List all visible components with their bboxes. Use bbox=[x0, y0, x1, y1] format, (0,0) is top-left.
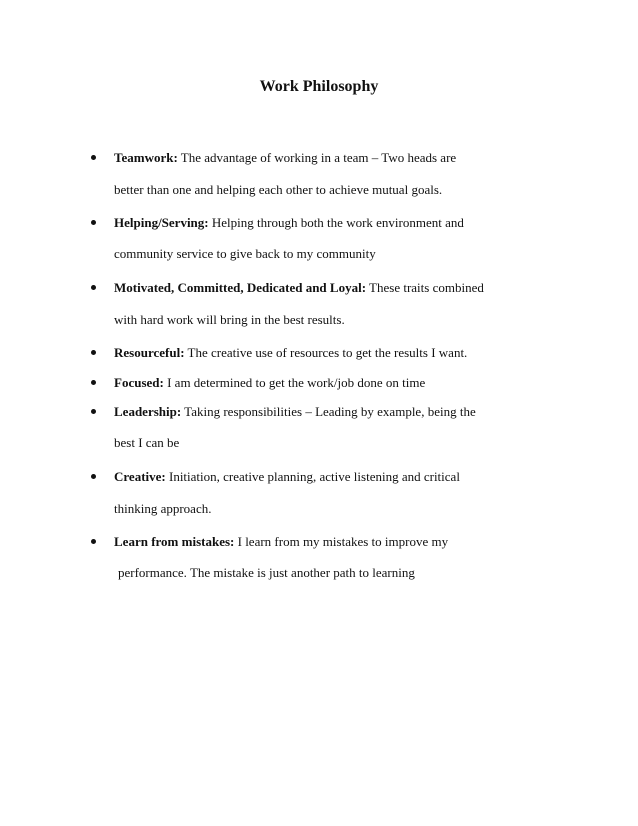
list-item-lead: Focused: bbox=[114, 375, 164, 390]
list-item-text: I am determined to get the work/job done on time bbox=[163, 375, 426, 390]
bullet-icon bbox=[91, 350, 96, 355]
list-item-lead: Learn from mistakes: bbox=[114, 534, 235, 549]
list-item-line bbox=[114, 404, 476, 420]
bullet-icon bbox=[91, 155, 96, 160]
bullet-icon bbox=[91, 409, 96, 414]
list-item-text: I learn from my mistakes to improve my bbox=[234, 534, 449, 549]
bullet-icon bbox=[91, 285, 96, 290]
list-item-line bbox=[114, 469, 460, 485]
bullet-icon bbox=[91, 474, 96, 479]
list-item-lead: Teamwork: bbox=[114, 150, 178, 165]
bullet-icon bbox=[91, 220, 96, 225]
list-item-continuation: community service to give back to my community bbox=[114, 246, 376, 261]
list-item-lead: Resourceful: bbox=[114, 345, 185, 360]
list-item-lead: Helping/Serving: bbox=[114, 215, 209, 230]
list-item-continuation: best I can be bbox=[114, 435, 180, 450]
list-item-text: Helping through both the work environment and bbox=[208, 215, 464, 230]
list-item-line bbox=[114, 280, 484, 296]
list-item-continuation: thinking approach. bbox=[114, 501, 212, 516]
list-item-text: Initiation, creative planning, active listening and critical bbox=[165, 469, 460, 484]
list-item-lead: Motivated, Committed, Dedicated and Loyal: bbox=[114, 280, 367, 295]
list-item-text: These traits combined bbox=[366, 280, 484, 295]
bullet-icon bbox=[91, 380, 96, 385]
list-item-lead: Creative: bbox=[114, 469, 166, 484]
page-title: Work Philosophy bbox=[259, 78, 379, 95]
list-item-continuation: performance. The mistake is just another path to learning bbox=[118, 565, 415, 580]
list-item-line bbox=[114, 215, 464, 231]
list-item-lead: Leadership: bbox=[114, 404, 182, 419]
list-item-line bbox=[114, 150, 456, 166]
list-item-line bbox=[114, 534, 448, 550]
list-item-text: Taking responsibilities – Leading by example, being the bbox=[181, 404, 476, 419]
list-item-line bbox=[114, 345, 467, 361]
list-item-text: The creative use of resources to get the results I want. bbox=[184, 345, 468, 360]
list-item-continuation: better than one and helping each other to achieve mutual goals. bbox=[114, 182, 443, 197]
list-item-line bbox=[114, 375, 425, 391]
list-item-continuation: with hard work will bring in the best results. bbox=[114, 312, 345, 327]
list-item-text: The advantage of working in a team – Two heads are bbox=[177, 150, 457, 165]
bullet-icon bbox=[91, 539, 96, 544]
